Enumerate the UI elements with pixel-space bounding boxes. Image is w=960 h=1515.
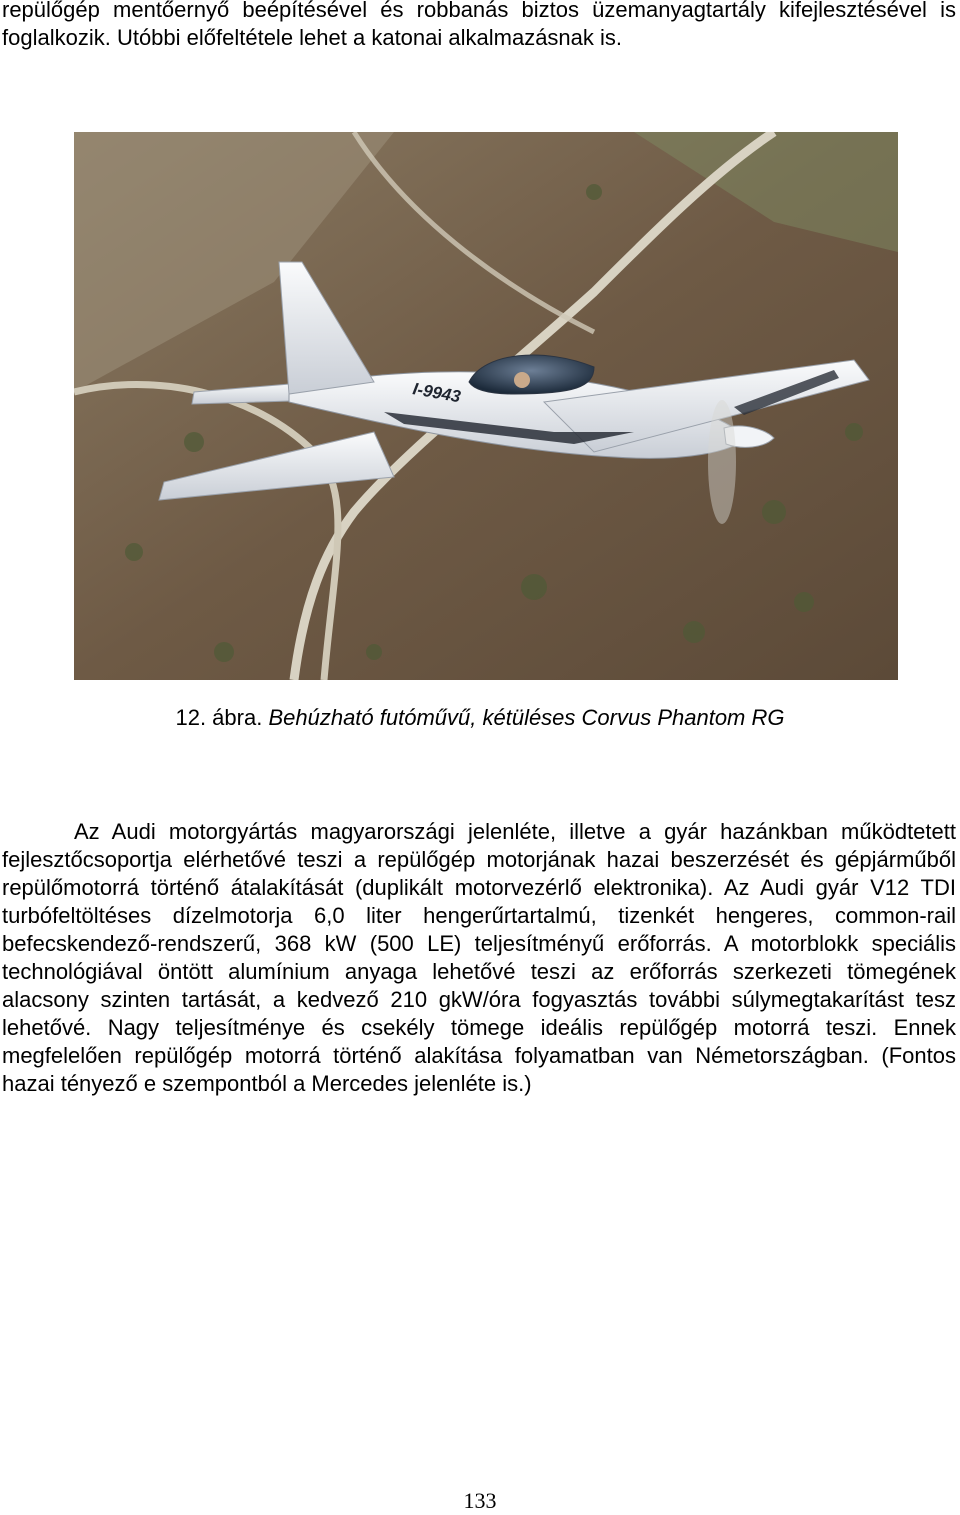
page-number: 133 [463, 1488, 497, 1513]
aircraft-photo [74, 132, 898, 680]
tail-registration: I-9943 [411, 379, 463, 407]
figure-caption [0, 704, 960, 732]
caption-label: 12. ábra. [175, 705, 263, 730]
body-paragraph: Az Audi motorgyártás magyarországi jelenléte, illetve a gyár hazánkban működtetett fejlesztőcsoportja elérhetővé teszi a repülőgép motorjának hazai beszerzését és gépjárműből repülőmotorrá történő átalakítását (duplikált motorvezérlő elektronika). Az Audi gyár V12 TDI turbófeltöltéses dízelmotorja 6,0 liter hengerűrtartalmú, tizenkét hengeres, common-rail befecskendező-rendszerű, 368 kW (500 LE) teljesítményű erőforrás. A motorblokk speciális technológiával öntött alumínium anyaga lehetővé teszi az erőforrás szerkezeti tömegének alacsony szinten tartását, a kedvező 210 gkW/óra fogyasztás további súlymegtakarítást tesz lehetővé. Nagy teljesítménye és csekély tömege ideális repülőgép motorrá teszi. Ennek megfelelően repülőgép motorrá történő alakítása folyamatban van Németországban. (Fontos hazai tényező e szempontból a Mercedes jelenléte is.) [2, 819, 956, 1096]
caption-text: Behúzható futóművű, kétüléses Corvus Phantom RG [268, 705, 785, 730]
intro-paragraph: repülőgép mentőernyő beépítésével és robbanás biztos üzemanyagtartály kifejlesztésével is foglalkozik. Utóbbi előfeltétele lehet a katonai alkalmazásnak is. [2, 0, 956, 50]
